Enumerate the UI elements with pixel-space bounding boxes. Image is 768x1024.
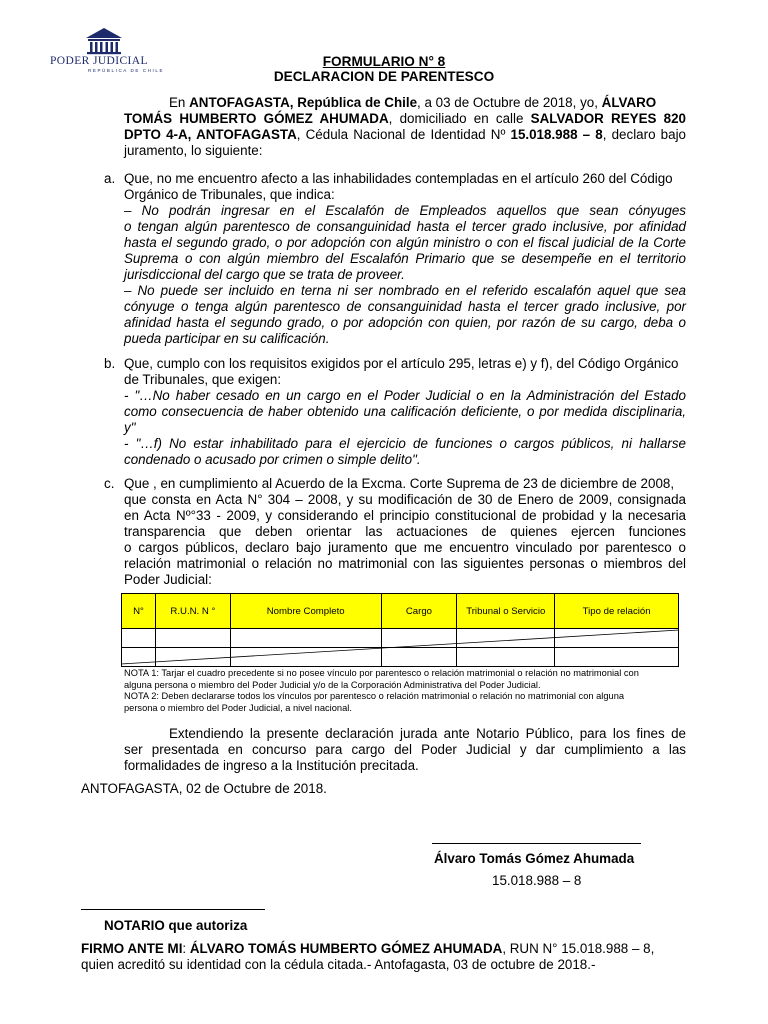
item-a-text-2: Orgánico de Tribunales, que indica: (124, 187, 335, 202)
form-subtitle: DECLARACION DE PARENTESCO (273, 69, 495, 84)
note-2-line-2: persona o miembro del Poder Judicial, a nivel nacional. (124, 702, 352, 713)
item-a-marker: a. (104, 171, 116, 186)
item-a-quote-6: – No puede ser incluido en terna ni ser nombrado en el referido escalafón aquel que sea (124, 283, 686, 298)
item-c-text-6: relación matrimonial o relación no matrimonial con las siguientes personas o miembros del (124, 556, 686, 571)
intro-line-4: juramento, lo siguiente: (124, 143, 263, 158)
item-a-quote-7: cónyuge o tenga algún parentesco de consanguinidad hasta el tercer grado inclusive, por (124, 299, 686, 314)
item-a-quote-8: afinidad hasta el segundo grado, o por adopción con quien, por razón de su cargo, deba o (124, 315, 686, 330)
item-c-text-3: en Acta Nº°33 - 2009, y considerando el principio constitucional de probidad y la necesaria (124, 508, 686, 523)
item-a-quote-4: Suprema o con algún miembro del Escalafón Primario que se desempeñe en el territorio (124, 251, 686, 266)
item-b-quote-5: condenado o acusado por crimen o simple delito". (124, 452, 421, 467)
item-b-quote-2: como consecuencia de haber obtenido una calificación deficiente, o por medida disciplinaria, (124, 404, 686, 419)
intro-line-1: En ANTOFAGASTA, República de Chile, a 03 de Octubre de 2018, yo, ÁLVARO (169, 95, 657, 110)
item-a-quote-5: jurisdiccional del cargo que se trata de proveer. (124, 267, 405, 282)
item-a-quote-1: – No podrán ingresar en el Escalafón de Empleados aquellos que sean cónyuges (124, 203, 686, 218)
closing-line-1: Extendiendo la presente declaración jurada ante Notario Público, para los fines de (169, 726, 686, 741)
item-c-text-4: transparencia que deben orientar las actuaciones de quienes ejercen funciones (124, 524, 686, 539)
notary-statement-line-2: quien acreditó su identidad con la cédula citada.- Antofagasta, 03 de octubre de 2018.- (81, 957, 596, 972)
item-b-quote-4: - "…f) No estar inhabilitado para el ejercicio de funciones o cargos públicos, ni hallarse (124, 436, 686, 451)
signatory-run: 15.018.988 – 8 (492, 873, 582, 888)
notary-statement-line-1: FIRMO ANTE MI: ÁLVARO TOMÁS HUMBERTO GÓMEZ AHUMADA, RUN N° 15.018.988 – 8, (81, 941, 655, 956)
logo-text: PODER JUDICIAL (50, 55, 148, 67)
notary-label: NOTARIO que autoriza (104, 918, 248, 933)
intro-line-3: DPTO 4-A, ANTOFAGASTA, Cédula Nacional de Identidad Nº 15.018.988 – 8, declaro bajo (124, 127, 687, 142)
signatory-name: Álvaro Tomás Gómez Ahumada (434, 851, 635, 866)
item-a-quote-2: o tengan algún parentesco de consanguinidad hasta el tercer grado inclusive, por afinidad (124, 219, 686, 234)
item-b-quote-3: y" (124, 420, 136, 435)
item-b-text-2: de Tribunales, que exigen: (124, 372, 282, 387)
header-cell-name: Nombre Completo (230, 594, 381, 629)
closing-line-2: ser presentada en concurso para cargo del Poder Judicial y dar cumplimiento a las (124, 742, 686, 757)
note-2-line-1: NOTA 2: Deben declararse todos los vínculos por parentesco o relación matrimonial o relación no matrimonial con alguna (124, 691, 625, 701)
item-a-text-1: Que, no me encuentro afecto a las inhabilidades contempladas en el artículo 260 del Código (124, 171, 673, 186)
signature-line (432, 843, 641, 844)
table-strikethrough-line (121, 628, 679, 666)
item-a-quote-3: hasta el segundo grado, o por adopción con algún ministro o con el fiscal judicial de la Corte (124, 235, 686, 250)
item-b-text-1: Que, cumplo con los requisitos exigidos por el artículo 295, letras e) y f), del Código Orgánico (124, 356, 679, 371)
table-header-row (122, 594, 679, 629)
item-c-text-1: Que , en cumplimiento al Acuerdo de la Excma. Corte Suprema de 23 de diciembre de 2008, (124, 476, 675, 491)
header-cell-run: R.U.N. N ° (155, 594, 230, 629)
header-cell-tribunal: Tribunal o Servicio (457, 594, 555, 629)
item-c-text-7: Poder Judicial: (124, 572, 212, 587)
item-a-quote-9: pueda participar en su calificación. (124, 331, 330, 346)
note-1-line-1: NOTA 1: Tarjar el cuadro precedente si no posee vínculo por parentesco o relación matrimonial o relación no matrimonial con (124, 668, 639, 678)
notary-signature-line (81, 909, 265, 910)
header-cell-cargo: Cargo (381, 594, 457, 629)
item-c-text-5: o cargos públicos, declaro bajo juramento que me encuentro vinculado por parentesco o (124, 540, 686, 555)
header-cell-relation: Tipo de relación (555, 594, 679, 629)
note-1-line-2: alguna persona o miembro del Poder Judicial y/o de la Corporación Administrativa del Poder Judicial. (124, 679, 541, 690)
header-cell-number: N° (122, 594, 156, 629)
closing-line-3: formalidades de ingreso a la Institución precitada. (124, 758, 419, 773)
form-title: FORMULARIO N° 8 (322, 54, 446, 69)
item-b-marker: b. (104, 356, 116, 371)
intro-line-2: TOMÁS HUMBERTO GÓMEZ AHUMADA, domiciliado en calle SALVADOR REYES 820 (124, 111, 686, 126)
logo-subtext: REPÚBLICA DE CHILE (88, 68, 165, 73)
item-b-quote-1: - "…No haber cesado en un cargo en el Poder Judicial o en la Administración del Estado (124, 388, 686, 403)
item-c-text-2: que consta en Acta N° 304 – 2008, y su modificación de 30 de Enero de 2009, consignada (124, 492, 686, 507)
place-date: ANTOFAGASTA, 02 de Octubre de 2018. (81, 781, 327, 796)
item-c-marker: c. (104, 476, 115, 491)
